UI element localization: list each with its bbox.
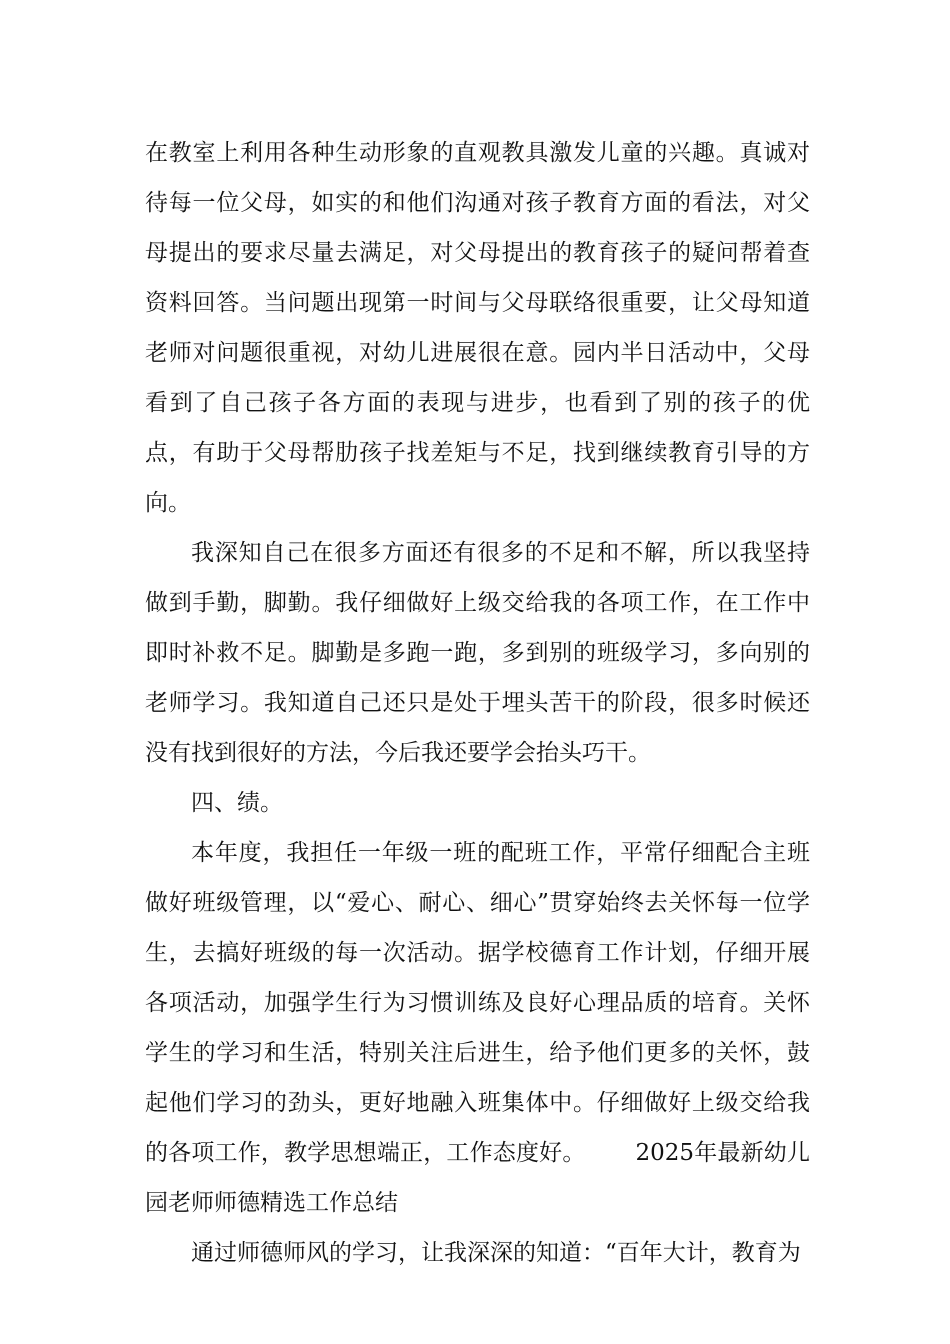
paragraph-1: 在教室上利用各种生动形象的直观教具激发儿童的兴趣。真诚对待每一位父母，如实的和他们沟通对孩子教育方面的看法，对父母提出的要求尽量去满足，对父母提出的教育孩子的疑问帮着查资料回答。当问题出现第一时间与父母联络很重要，让父母知道老师对问题很重视，对幼儿进展很在意。园内半日活动中，父母看到了自己孩子各方面的表现与进步，也看到了别的孩子的优点，有助于父母帮肋孩子找差矩与不足，找到继续教育引导的方向。 [145,140,810,516]
document-title-inline: 2025年最新幼儿园老师师德精选工作总结 [145,1140,810,1216]
paragraph-5: 通过师德师风的学习，让我深深的知道：“百年大计，教育为 [191,1240,801,1266]
document-body [145,128,810,1278]
section-heading: 四、绩。 [191,790,283,816]
paragraph-2: 我深知自己在很多方面还有很多的不足和不解，所以我坚持做到手勤，脚勤。我仔细做好上级交给我的各项工作，在工作中即时补救不足。脚勤是多跑一跑，多到别的班级学习，多向别的老师学习。我知道自己还只是处于埋头苦干的阶段，很多时候还没有找到很好的方法，今后我还要学会抬头巧干。 [145,540,810,766]
paragraph-4-text: 本年度，我担任一年级一班的配班工作，平常仔细配合主班做好班级管理，以“爱心、耐心、细心”贯穿始终去关怀每一位学生，去搞好班级的每一次活动。据学校德育工作计划，仔细开展各项活动，加强学生行为习惯训练及良好心理品质的培育。关怀学生的学习和生活，特别关注后进生，给予他们更多的关怀，鼓起他们学习的劲头，更好地融入班集体中。仔细做好上级交给我的各项工作，教学思想端正，工作态度好。 [145,840,810,1166]
paragraph-4 [145,828,810,1228]
